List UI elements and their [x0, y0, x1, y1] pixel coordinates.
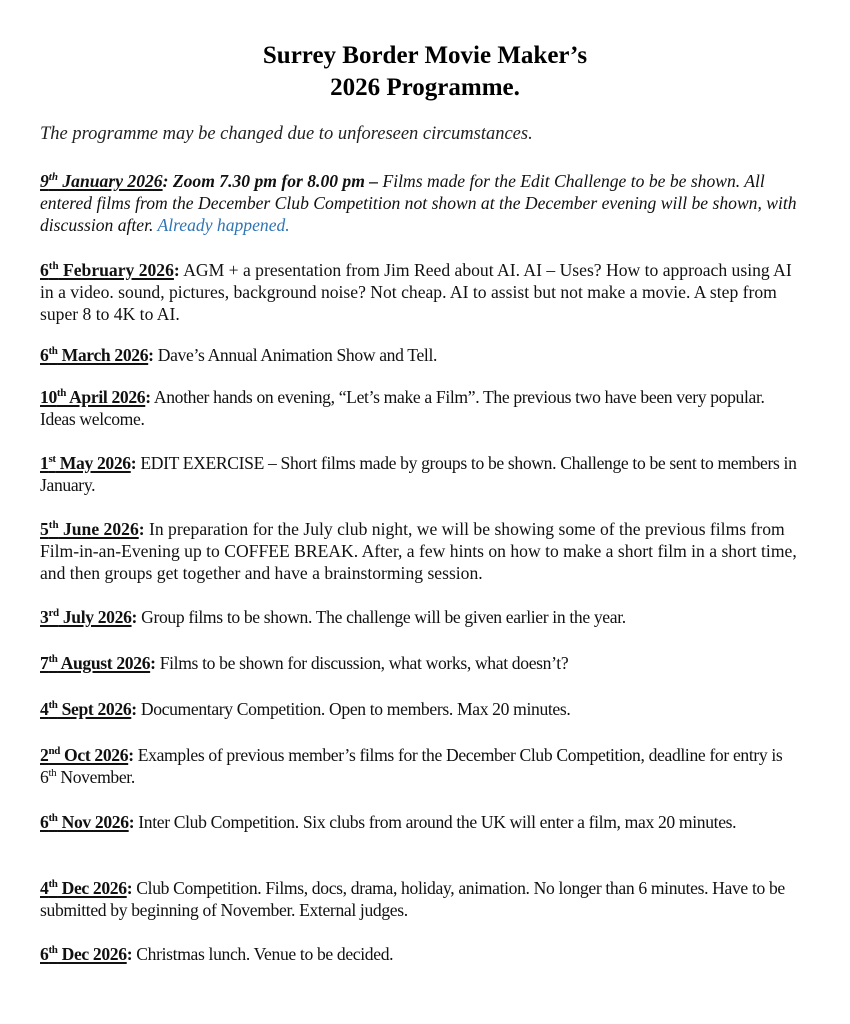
entry-date: 6th February 2026 — [40, 260, 174, 280]
entry-description: Documentary Competition. Open to members. Max 20 minutes. — [136, 699, 571, 719]
entry-description: EDIT EXERCISE – Short films made by groups to be shown. Challenge to be sent to members in January. — [40, 453, 797, 495]
programme-entry-january: 9th January 2026: Zoom 7.30 pm for 8.00 pm – Films made for the Edit Challenge to be be shown. All entered films from the December Club Competition not shown at the December evening will be shown, with discussion after. Already happened. — [40, 171, 797, 235]
programme-entry-september: 4th Sept 2026: Documentary Competition. Open to members. Max 20 minutes. — [40, 699, 571, 719]
programme-entry-july: 3rd July 2026: Group films to be shown. The challenge will be given earlier in the year. — [40, 607, 626, 627]
programme-entry-november: 6th Nov 2026: Inter Club Competition. Six clubs from around the UK will enter a film, max 20 minutes. — [40, 812, 737, 832]
entry-date: 2nd Oct 2026 — [40, 745, 129, 765]
entry-description: Group films to be shown. The challenge will be given earlier in the year. — [137, 607, 626, 627]
entry-date: 6th March 2026 — [40, 345, 149, 365]
entry-description: Inter Club Competition. Six clubs from around the UK will enter a film, max 20 minutes. — [134, 812, 737, 832]
entry-description: Christmas lunch. Venue to be decided. — [132, 944, 394, 964]
entry-date: 6th Dec 2026 — [40, 944, 127, 964]
entry-time: Zoom 7.30 pm for 8.00 pm – — [168, 171, 379, 191]
programme-entry-december-competition: 4th Dec 2026: Club Competition. Films, docs, drama, holiday, animation. No longer than 6 minutes. Have to be submitted by beginning of November. External judges. — [40, 878, 785, 920]
programme-entry-march: 6th March 2026: Dave’s Annual Animation Show and Tell. — [40, 345, 438, 365]
entry-date: 1st May 2026 — [40, 453, 131, 473]
entry-description: Club Competition. Films, docs, drama, holiday, animation. No longer than 6 minutes. Have to be submitted by beginning of November. External judges. — [40, 878, 785, 920]
entry-description: AGM + a presentation from Jim Reed about AI. AI – Uses? How to approach using AI in a video. sound, pictures, background noise? Not cheap. AI to assist but not make a movie. A step from super 8 to 4K to AI. — [40, 260, 792, 324]
programme-entry-february: 6th February 2026: AGM + a presentation from Jim Reed about AI. AI – Uses? How to approach using AI in a video. sound, pictures, background noise? Not cheap. AI to assist but not make a movie. A step from super 8 to 4K to AI. — [40, 260, 792, 324]
entry-date: 7th August 2026 — [40, 653, 151, 673]
programme-entry-august: 7th August 2026: Films to be shown for discussion, what works, what doesn’t? — [40, 653, 569, 673]
programme-entry-june: 5th June 2026: In preparation for the July club night, we will be showing some of the previous films from Film-in-an-Evening up to COFFEE BREAK. After, a few hints on how to make a short film in a short time, and then groups get together and have a brainstorming session. — [40, 519, 797, 583]
title-line-2: 2026 Programme. — [330, 74, 520, 101]
entry-date: 4th Sept 2026 — [40, 699, 132, 719]
entry-date: 9th January 2026 — [40, 171, 163, 191]
entry-description: Films made for the Edit Challenge to be be shown. All entered films from the December Club Competition not shown at the December evening will be shown, with discussion after. — [40, 171, 797, 235]
title-line-1: Surrey Border Movie Maker’s — [262, 42, 588, 69]
entry-description: Films to be shown for discussion, what works, what doesn’t? — [155, 653, 569, 673]
programme-entry-april: 10th April 2026: Another hands on evening, “Let’s make a Film”. The previous two have been very popular. Ideas welcome. — [40, 387, 765, 429]
status-note: Already happened. — [153, 215, 290, 235]
entry-date: 5th June 2026 — [40, 519, 139, 539]
entry-date: 3rd July 2026 — [40, 607, 132, 627]
entry-date: 4th Dec 2026 — [40, 878, 127, 898]
entry-date: 6th Nov 2026 — [40, 812, 129, 832]
entry-description: Dave’s Annual Animation Show and Tell. — [153, 345, 438, 365]
programme-entry-october: 2nd Oct 2026: Examples of previous member’s films for the December Club Competition, deadline for entry is 6th November. — [40, 745, 783, 787]
programme-entry-may: 1st May 2026: EDIT EXERCISE – Short films made by groups to be shown. Challenge to be sent to members in January. — [40, 453, 797, 495]
programme-entry-december-lunch: 6th Dec 2026: Christmas lunch. Venue to be decided. — [40, 944, 394, 964]
disclaimer-note: The programme may be changed due to unforeseen circumstances. — [40, 124, 533, 144]
entry-description: In preparation for the July club night, we will be showing some of the previous films from Film-in-an-Evening up to COFFEE BREAK. After, a few hints on how to make a short film in a short time, and then groups get together and have a brainstorming session. — [40, 519, 797, 583]
page-title — [0, 40, 850, 104]
entry-date: 10th April 2026 — [40, 387, 146, 407]
entry-description: Examples of previous member’s films for the December Club Competition, deadline for entry is 6 — [40, 745, 783, 787]
entry-description: Another hands on evening, “Let’s make a Film”. The previous two have been very popular. Ideas welcome. — [40, 387, 765, 429]
